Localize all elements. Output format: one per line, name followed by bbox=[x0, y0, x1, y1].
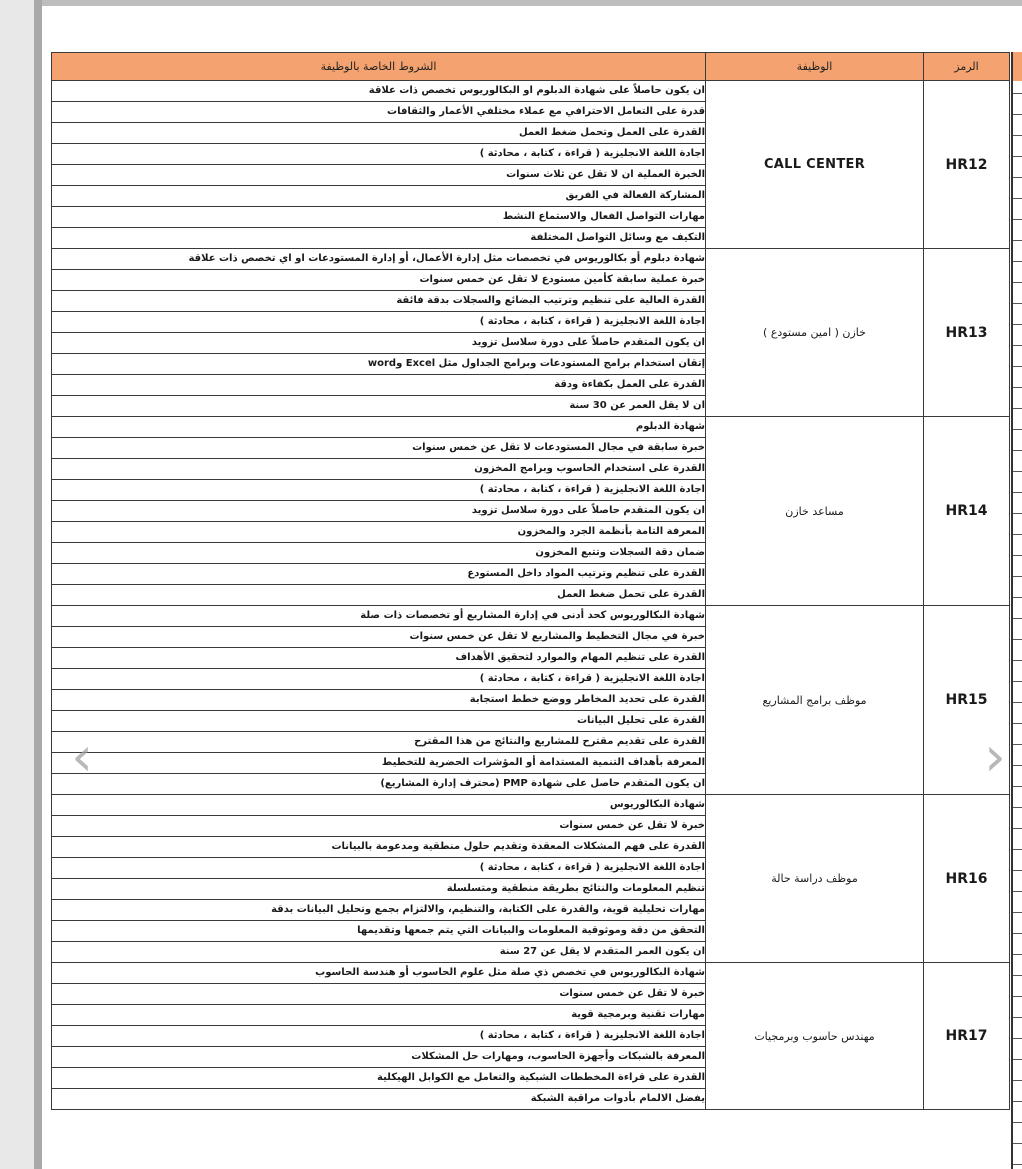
job-title-cell: CALL CENTER bbox=[706, 81, 924, 249]
job-condition-cell: المعرفة التامة بأنظمة الجرد والمخزون bbox=[52, 522, 706, 543]
job-condition-cell: اجادة اللغة الانجليزية ( قراءة ، كتابة ، محادثة ) bbox=[52, 1026, 706, 1047]
job-title-cell: مهندس حاسوب وبرمجيات bbox=[706, 963, 924, 1110]
job-condition-cell: المعرفة بالشبكات وأجهزة الحاسوب، ومهارات حل المشكلات bbox=[52, 1047, 706, 1068]
job-condition-cell: يفضل الالمام بأدوات مراقبة الشبكة bbox=[52, 1089, 706, 1110]
left-frame-border bbox=[34, 0, 42, 1169]
job-title-cell: خازن ( امين مستودع ) bbox=[706, 249, 924, 417]
job-condition-cell: القدرة على العمل بكفاءة ودقة bbox=[52, 375, 706, 396]
next-page-edge-header bbox=[1011, 52, 1022, 81]
job-condition-cell: المشاركة الفعالة في الفريق bbox=[52, 186, 706, 207]
job-condition-cell: ان يكون حاصلاً على شهادة الدبلوم او البكالوريوس تخصص ذات علاقة bbox=[52, 81, 706, 102]
table-row bbox=[52, 795, 1010, 816]
job-condition-cell: القدرة على تقديم مقترح للمشاريع والنتائج من هذا المقترح bbox=[52, 732, 706, 753]
job-condition-cell: القدرة على تحديد المخاطر ووضع خطط استجابة bbox=[52, 690, 706, 711]
header-job: الوظيفة bbox=[706, 53, 924, 81]
job-requirements-table bbox=[51, 52, 1010, 1110]
job-title-cell: موظف برامج المشاريع bbox=[706, 606, 924, 795]
job-condition-cell: التكيف مع وسائل التواصل المختلفة bbox=[52, 228, 706, 249]
table-row bbox=[52, 249, 1010, 270]
job-condition-cell: القدرة على قراءة المخططات الشبكية والتعامل مع الكوابل الهيكلية bbox=[52, 1068, 706, 1089]
job-condition-cell: قدرة على التعامل الاحترافي مع عملاء مختلفي الأعمار والثقافات bbox=[52, 102, 706, 123]
job-condition-cell: القدرة على تنظيم وترتيب المواد داخل المستودع bbox=[52, 564, 706, 585]
job-condition-cell: تنظيم المعلومات والنتائج بطريقة منطقية ومتسلسلة bbox=[52, 879, 706, 900]
job-condition-cell: اجادة اللغة الانجليزية ( قراءة ، كتابة ، محادثة ) bbox=[52, 669, 706, 690]
job-condition-cell: ان يكون المتقدم حاصلاً على دورة سلاسل تزويد bbox=[52, 501, 706, 522]
job-condition-cell: التحقق من دقة وموثوقية المعلومات والبيانات التي يتم جمعها وتقديمها bbox=[52, 921, 706, 942]
job-condition-cell: القدرة على فهم المشكلات المعقدة وتقديم حلول منطقية ومدعومة بالبيانات bbox=[52, 837, 706, 858]
job-title-cell: موظف دراسة حالة bbox=[706, 795, 924, 963]
previous-page-chevron-icon[interactable]: ‹ bbox=[71, 724, 93, 788]
job-code-cell: HR17 bbox=[924, 963, 1010, 1110]
job-condition-cell: المعرفة بأهداف التنمية المستدامة أو المؤشرات الحضرية للتخطيط bbox=[52, 753, 706, 774]
job-condition-cell: القدرة العالية على تنظيم وترتيب البضائع والسجلات بدقة فائقة bbox=[52, 291, 706, 312]
job-code-cell: HR13 bbox=[924, 249, 1010, 417]
job-condition-cell: ان يكون المتقدم حاصل على شهادة PMP (محترف إدارة المشاريع) bbox=[52, 774, 706, 795]
header-code: الرمز bbox=[924, 53, 1010, 81]
job-condition-cell: اجادة اللغة الانجليزية ( قراءة ، كتابة ، محادثة ) bbox=[52, 312, 706, 333]
job-condition-cell: ان يكون المتقدم حاصلاً على دورة سلاسل تزويد bbox=[52, 333, 706, 354]
table-body bbox=[52, 81, 1010, 1110]
job-code-cell: HR15 bbox=[924, 606, 1010, 795]
table-row bbox=[52, 963, 1010, 984]
table-row bbox=[52, 81, 1010, 102]
job-condition-cell: القدرة على العمل وتحمل ضغط العمل bbox=[52, 123, 706, 144]
job-condition-cell: خبرة سابقة في مجال المستودعات لا تقل عن خمس سنوات bbox=[52, 438, 706, 459]
job-condition-cell: خبرة في مجال التخطيط والمشاريع لا تقل عن خمس سنوات bbox=[52, 627, 706, 648]
job-condition-cell: القدرة على تحليل البيانات bbox=[52, 711, 706, 732]
job-condition-cell: خبرة عملية سابقة كأمين مستودع لا تقل عن خمس سنوات bbox=[52, 270, 706, 291]
next-page-chevron-icon[interactable]: › bbox=[984, 724, 1006, 788]
next-page-edge bbox=[1011, 52, 1022, 1169]
job-condition-cell: اجادة اللغة الانجليزية ( قراءة ، كتابة ، محادثة ) bbox=[52, 144, 706, 165]
job-condition-cell: ضمان دقة السجلات وتتبع المخزون bbox=[52, 543, 706, 564]
job-condition-cell: خبرة لا تقل عن خمس سنوات bbox=[52, 984, 706, 1005]
job-title-cell: مساعد خازن bbox=[706, 417, 924, 606]
job-condition-cell: إتقان استخدام برامج المستودعات وبرامج الجداول مثل Excel وword bbox=[52, 354, 706, 375]
job-condition-cell: شهادة الدبلوم bbox=[52, 417, 706, 438]
job-condition-cell: خبرة لا تقل عن خمس سنوات bbox=[52, 816, 706, 837]
job-code-cell: HR12 bbox=[924, 81, 1010, 249]
header-conditions: الشروط الخاصة بالوظيفة bbox=[52, 53, 706, 81]
job-condition-cell: شهادة البكالوريوس bbox=[52, 795, 706, 816]
job-condition-cell: اجادة اللغة الانجليزية ( قراءة ، كتابة ، محادثة ) bbox=[52, 858, 706, 879]
job-condition-cell: القدرة على تنظيم المهام والموارد لتحقيق الأهداف bbox=[52, 648, 706, 669]
job-condition-cell: مهارات تقنية وبرمجية قوية bbox=[52, 1005, 706, 1026]
job-code-cell: HR16 bbox=[924, 795, 1010, 963]
job-code-cell: HR14 bbox=[924, 417, 1010, 606]
document-top-border bbox=[42, 0, 1022, 6]
job-condition-cell: شهادة دبلوم أو بكالوريوس في تخصصات مثل إدارة الأعمال، أو إدارة المستودعات او اي تخصص ذات علاقة bbox=[52, 249, 706, 270]
job-condition-cell: شهادة البكالوريوس في تخصص ذي صلة مثل علوم الحاسوب أو هندسة الحاسوب bbox=[52, 963, 706, 984]
job-condition-cell: ان يكون العمر المتقدم لا يقل عن 27 سنة bbox=[52, 942, 706, 963]
job-condition-cell: الخبرة العملية ان لا تقل عن ثلاث سنوات bbox=[52, 165, 706, 186]
job-condition-cell: مهارات التواصل الفعال والاستماع النشط bbox=[52, 207, 706, 228]
table-header-row bbox=[52, 53, 1010, 81]
left-frame bbox=[0, 0, 34, 1169]
job-condition-cell: القدرة على تحمل ضغط العمل bbox=[52, 585, 706, 606]
job-condition-cell: ان لا يقل العمر عن 30 سنة bbox=[52, 396, 706, 417]
job-condition-cell: مهارات تحليلية قوية، والقدرة على الكتابة، والتنظيم، والالتزام بجمع وتحليل البيانات بدقة bbox=[52, 900, 706, 921]
job-condition-cell: اجادة اللغة الانجليزية ( قراءة ، كتابة ، محادثة ) bbox=[52, 480, 706, 501]
table-row bbox=[52, 417, 1010, 438]
job-condition-cell: القدرة على استخدام الحاسوب وبرامج المخزون bbox=[52, 459, 706, 480]
table-row bbox=[52, 606, 1010, 627]
job-condition-cell: شهادة البكالوريوس كحد أدنى في إدارة المشاريع أو تخصصات ذات صلة bbox=[52, 606, 706, 627]
